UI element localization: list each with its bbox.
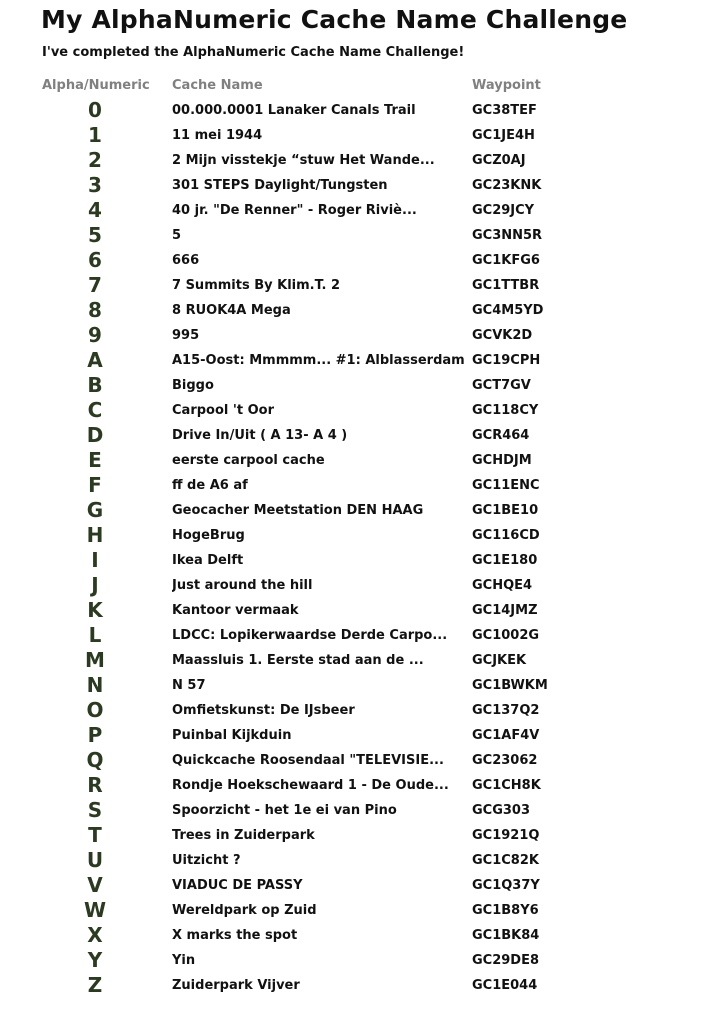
table-row — [0, 248, 720, 273]
row-waypoint: GC23KNK — [472, 178, 542, 193]
row-cache-name: 11 mei 1944 — [172, 128, 263, 143]
row-character: 8 — [88, 298, 102, 322]
row-cache-name: Just around the hill — [172, 578, 313, 593]
row-waypoint: GCR464 — [472, 428, 530, 443]
row-waypoint: GC1TTBR — [472, 278, 540, 293]
table-row — [0, 823, 720, 848]
row-character: 0 — [88, 98, 102, 122]
row-waypoint: GC1JE4H — [472, 128, 535, 143]
row-cache-name: Kantoor vermaak — [172, 603, 299, 618]
challenge-table — [0, 98, 720, 998]
table-row — [0, 948, 720, 973]
row-character: O — [86, 698, 104, 722]
row-cache-name: Spoorzicht - het 1e ei van Pino — [172, 803, 397, 818]
row-cache-name: Quickcache Roosendaal "TELEVISIE... — [172, 753, 444, 768]
row-character: W — [83, 898, 107, 922]
row-waypoint: GC118CY — [472, 403, 539, 418]
row-cache-name: Trees in Zuiderpark — [172, 828, 315, 843]
row-waypoint: GC1B8Y6 — [472, 903, 539, 918]
row-cache-name: Rondje Hoekschewaard 1 - De Oude... — [172, 778, 449, 793]
row-waypoint: GC1E044 — [472, 978, 538, 993]
row-cache-name: Zuiderpark Vijver — [172, 978, 300, 993]
row-cache-name: N 57 — [172, 678, 206, 693]
table-row — [0, 373, 720, 398]
row-cache-name: ff de A6 af — [172, 478, 248, 493]
row-cache-name: Omfietskunst: De IJsbeer — [172, 703, 355, 718]
table-row — [0, 398, 720, 423]
row-waypoint: GC1KFG6 — [472, 253, 540, 268]
row-character: 7 — [88, 273, 102, 297]
table-row — [0, 748, 720, 773]
table-row — [0, 423, 720, 448]
row-waypoint: GC38TEF — [472, 103, 537, 118]
row-cache-name: Carpool 't Oor — [172, 403, 274, 418]
completion-statement: I've completed the AlphaNumeric Cache Name Challenge! — [42, 45, 465, 60]
table-row — [0, 498, 720, 523]
table-row — [0, 698, 720, 723]
row-character: H — [86, 523, 104, 547]
row-waypoint: GC1002G — [472, 628, 540, 643]
row-waypoint: GC1CH8K — [472, 778, 541, 793]
row-cache-name: Uitzicht ? — [172, 853, 241, 868]
table-row — [0, 448, 720, 473]
row-cache-name: Wereldpark op Zuid — [172, 903, 317, 918]
row-cache-name: A15-Oost: Mmmmm... #1: Alblasserdam — [172, 353, 465, 368]
table-row — [0, 798, 720, 823]
table-row — [0, 223, 720, 248]
row-waypoint: GC1AF4V — [472, 728, 540, 743]
column-header-alpha-numeric: Alpha/Numeric — [42, 78, 150, 93]
column-header-waypoint: Waypoint — [472, 78, 541, 93]
row-waypoint: GC1BK84 — [472, 928, 540, 943]
row-character: 4 — [88, 198, 102, 222]
table-row — [0, 473, 720, 498]
table-row — [0, 623, 720, 648]
row-waypoint: GC1BE10 — [472, 503, 539, 518]
table-row — [0, 273, 720, 298]
table-row — [0, 548, 720, 573]
row-character: U — [86, 848, 104, 872]
row-waypoint: GC23062 — [472, 753, 538, 768]
row-character: K — [87, 598, 103, 622]
row-cache-name: 8 RUOK4A Mega — [172, 303, 291, 318]
table-row — [0, 648, 720, 673]
table-row — [0, 673, 720, 698]
table-row — [0, 173, 720, 198]
row-cache-name: 7 Summits By Klim.T. 2 — [172, 278, 340, 293]
row-cache-name: X marks the spot — [172, 928, 298, 943]
table-row — [0, 148, 720, 173]
row-waypoint: GC29JCY — [472, 203, 535, 218]
row-character: S — [87, 798, 103, 822]
row-cache-name: 301 STEPS Daylight/Tungsten — [172, 178, 388, 193]
row-cache-name: 40 jr. "De Renner" - Roger Riviè... — [172, 203, 417, 218]
row-cache-name: HogeBrug — [172, 528, 245, 543]
row-character: B — [87, 373, 103, 397]
row-waypoint: GCT7GV — [472, 378, 531, 393]
table-header — [0, 76, 720, 96]
row-character: A — [87, 348, 103, 372]
row-character: L — [88, 623, 102, 647]
row-cache-name: Biggo — [172, 378, 214, 393]
row-character: X — [87, 923, 103, 947]
row-waypoint: GCZ0AJ — [472, 153, 526, 168]
row-character: I — [91, 548, 99, 572]
row-waypoint: GCVK2D — [472, 328, 533, 343]
table-row — [0, 723, 720, 748]
table-row — [0, 598, 720, 623]
row-character: 3 — [88, 173, 102, 197]
table-row — [0, 923, 720, 948]
row-waypoint: GCHQE4 — [472, 578, 533, 593]
row-character: R — [87, 773, 103, 797]
table-row — [0, 873, 720, 898]
row-character: V — [87, 873, 103, 897]
row-waypoint: GCG303 — [472, 803, 531, 818]
row-character: 9 — [88, 323, 102, 347]
row-character: 2 — [88, 148, 102, 172]
row-character: Z — [87, 973, 103, 997]
row-waypoint: GC19CPH — [472, 353, 541, 368]
table-row — [0, 123, 720, 148]
row-character: M — [85, 648, 105, 672]
row-character: F — [88, 473, 102, 497]
table-row — [0, 973, 720, 998]
table-row — [0, 523, 720, 548]
row-character: Y — [87, 948, 103, 972]
row-waypoint: GC14JMZ — [472, 603, 538, 618]
table-row — [0, 898, 720, 923]
row-cache-name: Geocacher Meetstation DEN HAAG — [172, 503, 424, 518]
row-character: G — [86, 498, 104, 522]
row-waypoint: GC11ENC — [472, 478, 540, 493]
row-cache-name: Puinbal Kijkduin — [172, 728, 292, 743]
row-cache-name: Ikea Delft — [172, 553, 244, 568]
row-waypoint: GC116CD — [472, 528, 540, 543]
row-waypoint: GC1C82K — [472, 853, 539, 868]
row-cache-name: 5 — [172, 228, 182, 243]
row-cache-name: VIADUC DE PASSY — [172, 878, 303, 893]
table-row — [0, 348, 720, 373]
row-character: C — [87, 398, 103, 422]
table-row — [0, 573, 720, 598]
row-character: T — [88, 823, 102, 847]
row-waypoint: GCJKEK — [472, 653, 527, 668]
row-character: 6 — [88, 248, 102, 272]
row-character: 5 — [88, 223, 102, 247]
row-cache-name: 666 — [172, 253, 200, 268]
row-cache-name: eerste carpool cache — [172, 453, 325, 468]
row-cache-name: Drive In/Uit ( A 13- A 4 ) — [172, 428, 348, 443]
row-cache-name: 995 — [172, 328, 200, 343]
row-waypoint: GC1Q37Y — [472, 878, 540, 893]
table-row — [0, 323, 720, 348]
row-cache-name: Yin — [172, 953, 196, 968]
row-cache-name: 00.000.0001 Lanaker Canals Trail — [172, 103, 416, 118]
row-character: E — [88, 448, 102, 472]
row-character: N — [86, 673, 104, 697]
row-waypoint: GC3NN5R — [472, 228, 543, 243]
column-header-cache-name: Cache Name — [172, 78, 263, 93]
row-cache-name: 2 Mijn visstekje “stuw Het Wande... — [172, 153, 435, 168]
row-character: J — [91, 573, 99, 597]
row-waypoint: GC29DE8 — [472, 953, 540, 968]
table-row — [0, 773, 720, 798]
row-character: 1 — [88, 123, 102, 147]
table-row — [0, 98, 720, 123]
table-row — [0, 298, 720, 323]
row-waypoint: GC1E180 — [472, 553, 538, 568]
row-cache-name: Maassluis 1. Eerste stad aan de ... — [172, 653, 424, 668]
page-title: My AlphaNumeric Cache Name Challenge — [41, 5, 628, 34]
table-row — [0, 848, 720, 873]
row-waypoint: GC1921Q — [472, 828, 540, 843]
row-waypoint: GCHDJM — [472, 453, 532, 468]
row-character: D — [86, 423, 104, 447]
row-character: P — [87, 723, 103, 747]
row-character: Q — [86, 748, 104, 772]
row-waypoint: GC137Q2 — [472, 703, 540, 718]
table-row — [0, 198, 720, 223]
row-waypoint: GC1BWKM — [472, 678, 548, 693]
row-cache-name: LDCC: Lopikerwaardse Derde Carpo... — [172, 628, 448, 643]
row-waypoint: GC4M5YD — [472, 303, 544, 318]
